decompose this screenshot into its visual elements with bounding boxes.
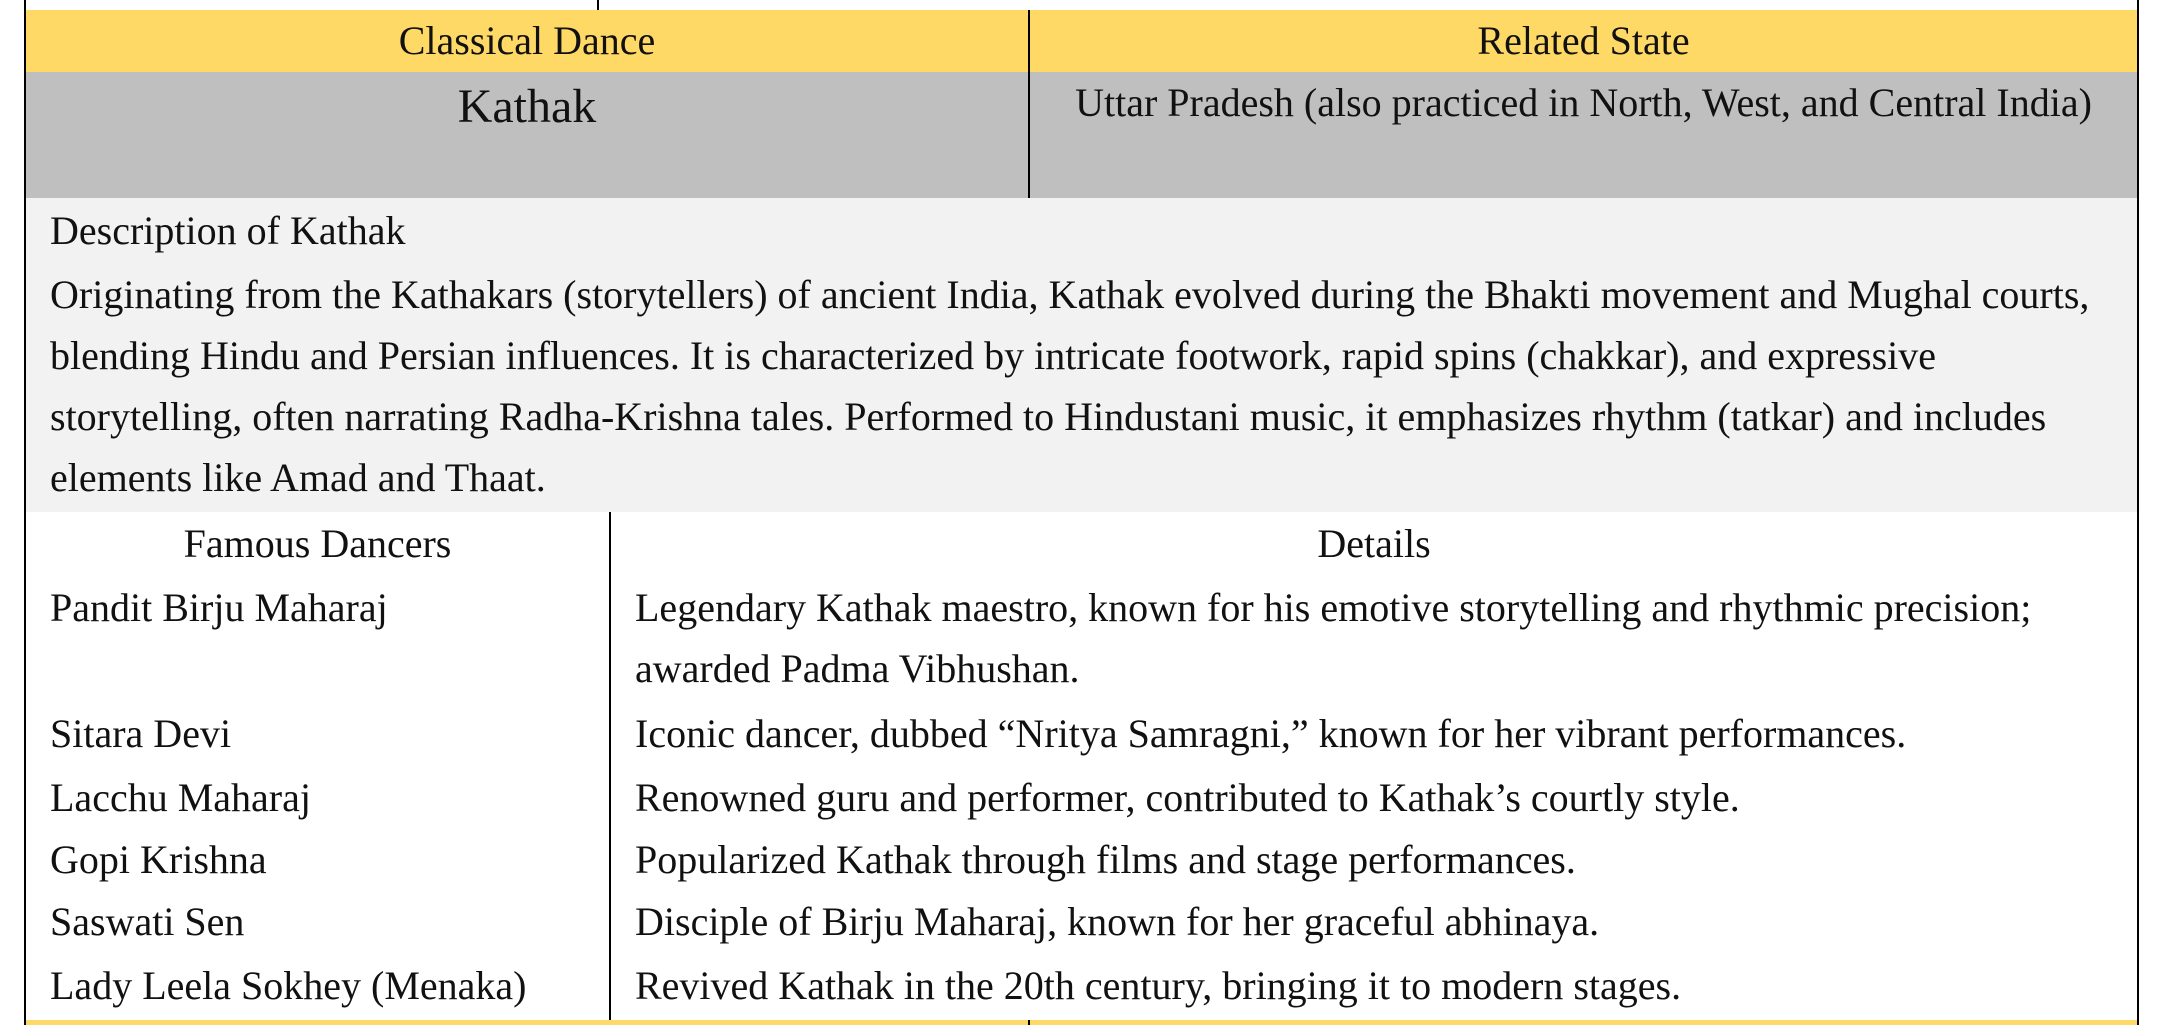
dancer-name: Sitara Devi [50, 711, 232, 756]
dancer-name-cell [26, 576, 611, 702]
dancer-details: Legendary Kathak maestro, known for his emotive storytelling and rhythmic precision; awarded Padma Vibhushan. [635, 585, 2032, 691]
dancer-name-cell [26, 828, 611, 890]
header-related-state: Related State [1477, 18, 1690, 63]
next-table-header-fragment [24, 1020, 2139, 1025]
dancer-details: Popularized Kathak through films and stage performances. [635, 837, 1576, 882]
dancer-details-cell [611, 954, 2137, 1020]
dance-name: Kathak [457, 80, 597, 133]
table-header-row [24, 10, 2139, 74]
dancer-details-cell [611, 576, 2137, 702]
header-classical-dance: Classical Dance [26, 10, 1030, 72]
table-row [24, 890, 2139, 956]
dancer-details: Disciple of Birju Maharaj, known for her graceful abhinaya. [635, 899, 1600, 944]
dancer-details: Revived Kathak in the 20th century, bringing it to modern stages. [635, 963, 1682, 1008]
header-famous-dancers: Famous Dancers [26, 512, 611, 576]
dancer-name: Lady Leela Sokhey (Menaka) [50, 963, 527, 1008]
description-label: Description of Kathak [50, 208, 406, 253]
dancer-name-cell [26, 954, 611, 1020]
next-header-cell [26, 1020, 1030, 1025]
description-text: Originating from the Kathakars (storytellers) of ancient India, Kathak evolved during the Bhakti movement and Mughal courts, blending Hindu and Persian influences. It is characterized by intricate footwork, rapid spins (chakkar), and expressive storytelling, often narrating Radha-Krishna tales. Performed to Hindustani music, it emphasizes rhythm (tatkar) and includes elements like Amad and Thaat. [50, 272, 2090, 500]
dancer-details-cell [611, 702, 2137, 766]
dancer-name-cell [26, 890, 611, 954]
table-row [24, 576, 2139, 704]
dance-table [24, 0, 2139, 1025]
dancer-name: Saswati Sen [50, 899, 245, 944]
description-row [24, 262, 2139, 514]
previous-table-cell [26, 0, 599, 10]
dancer-name: Gopi Krishna [50, 837, 267, 882]
table-row [24, 954, 2139, 1022]
dancer-name-cell [26, 766, 611, 828]
table-row [24, 828, 2139, 892]
related-state-text: Uttar Pradesh (also practiced in North, West, and Central India) [1075, 80, 2092, 125]
document-page [24, 0, 2139, 1025]
dance-name-cell [26, 72, 1030, 198]
dance-state-row [24, 72, 2139, 200]
dancers-header-row [24, 512, 2139, 578]
dancer-details-cell [611, 766, 2137, 828]
table-row [24, 702, 2139, 768]
header-details: Details [1317, 521, 1431, 566]
dancer-name-cell [26, 702, 611, 766]
state-cell [1030, 72, 2137, 198]
description-label-row [24, 198, 2139, 264]
dancer-details-cell [611, 828, 2137, 890]
dancer-name: Lacchu Maharaj [50, 775, 311, 820]
dancer-details: Iconic dancer, dubbed “Nritya Samragni,” known for her vibrant performances. [635, 711, 1907, 756]
table-row [24, 766, 2139, 830]
dancer-details-cell [611, 890, 2137, 954]
dancer-details: Renowned guru and performer, contributed to Kathak’s courtly style. [635, 775, 1740, 820]
dancer-name: Pandit Birju Maharaj [50, 585, 388, 630]
